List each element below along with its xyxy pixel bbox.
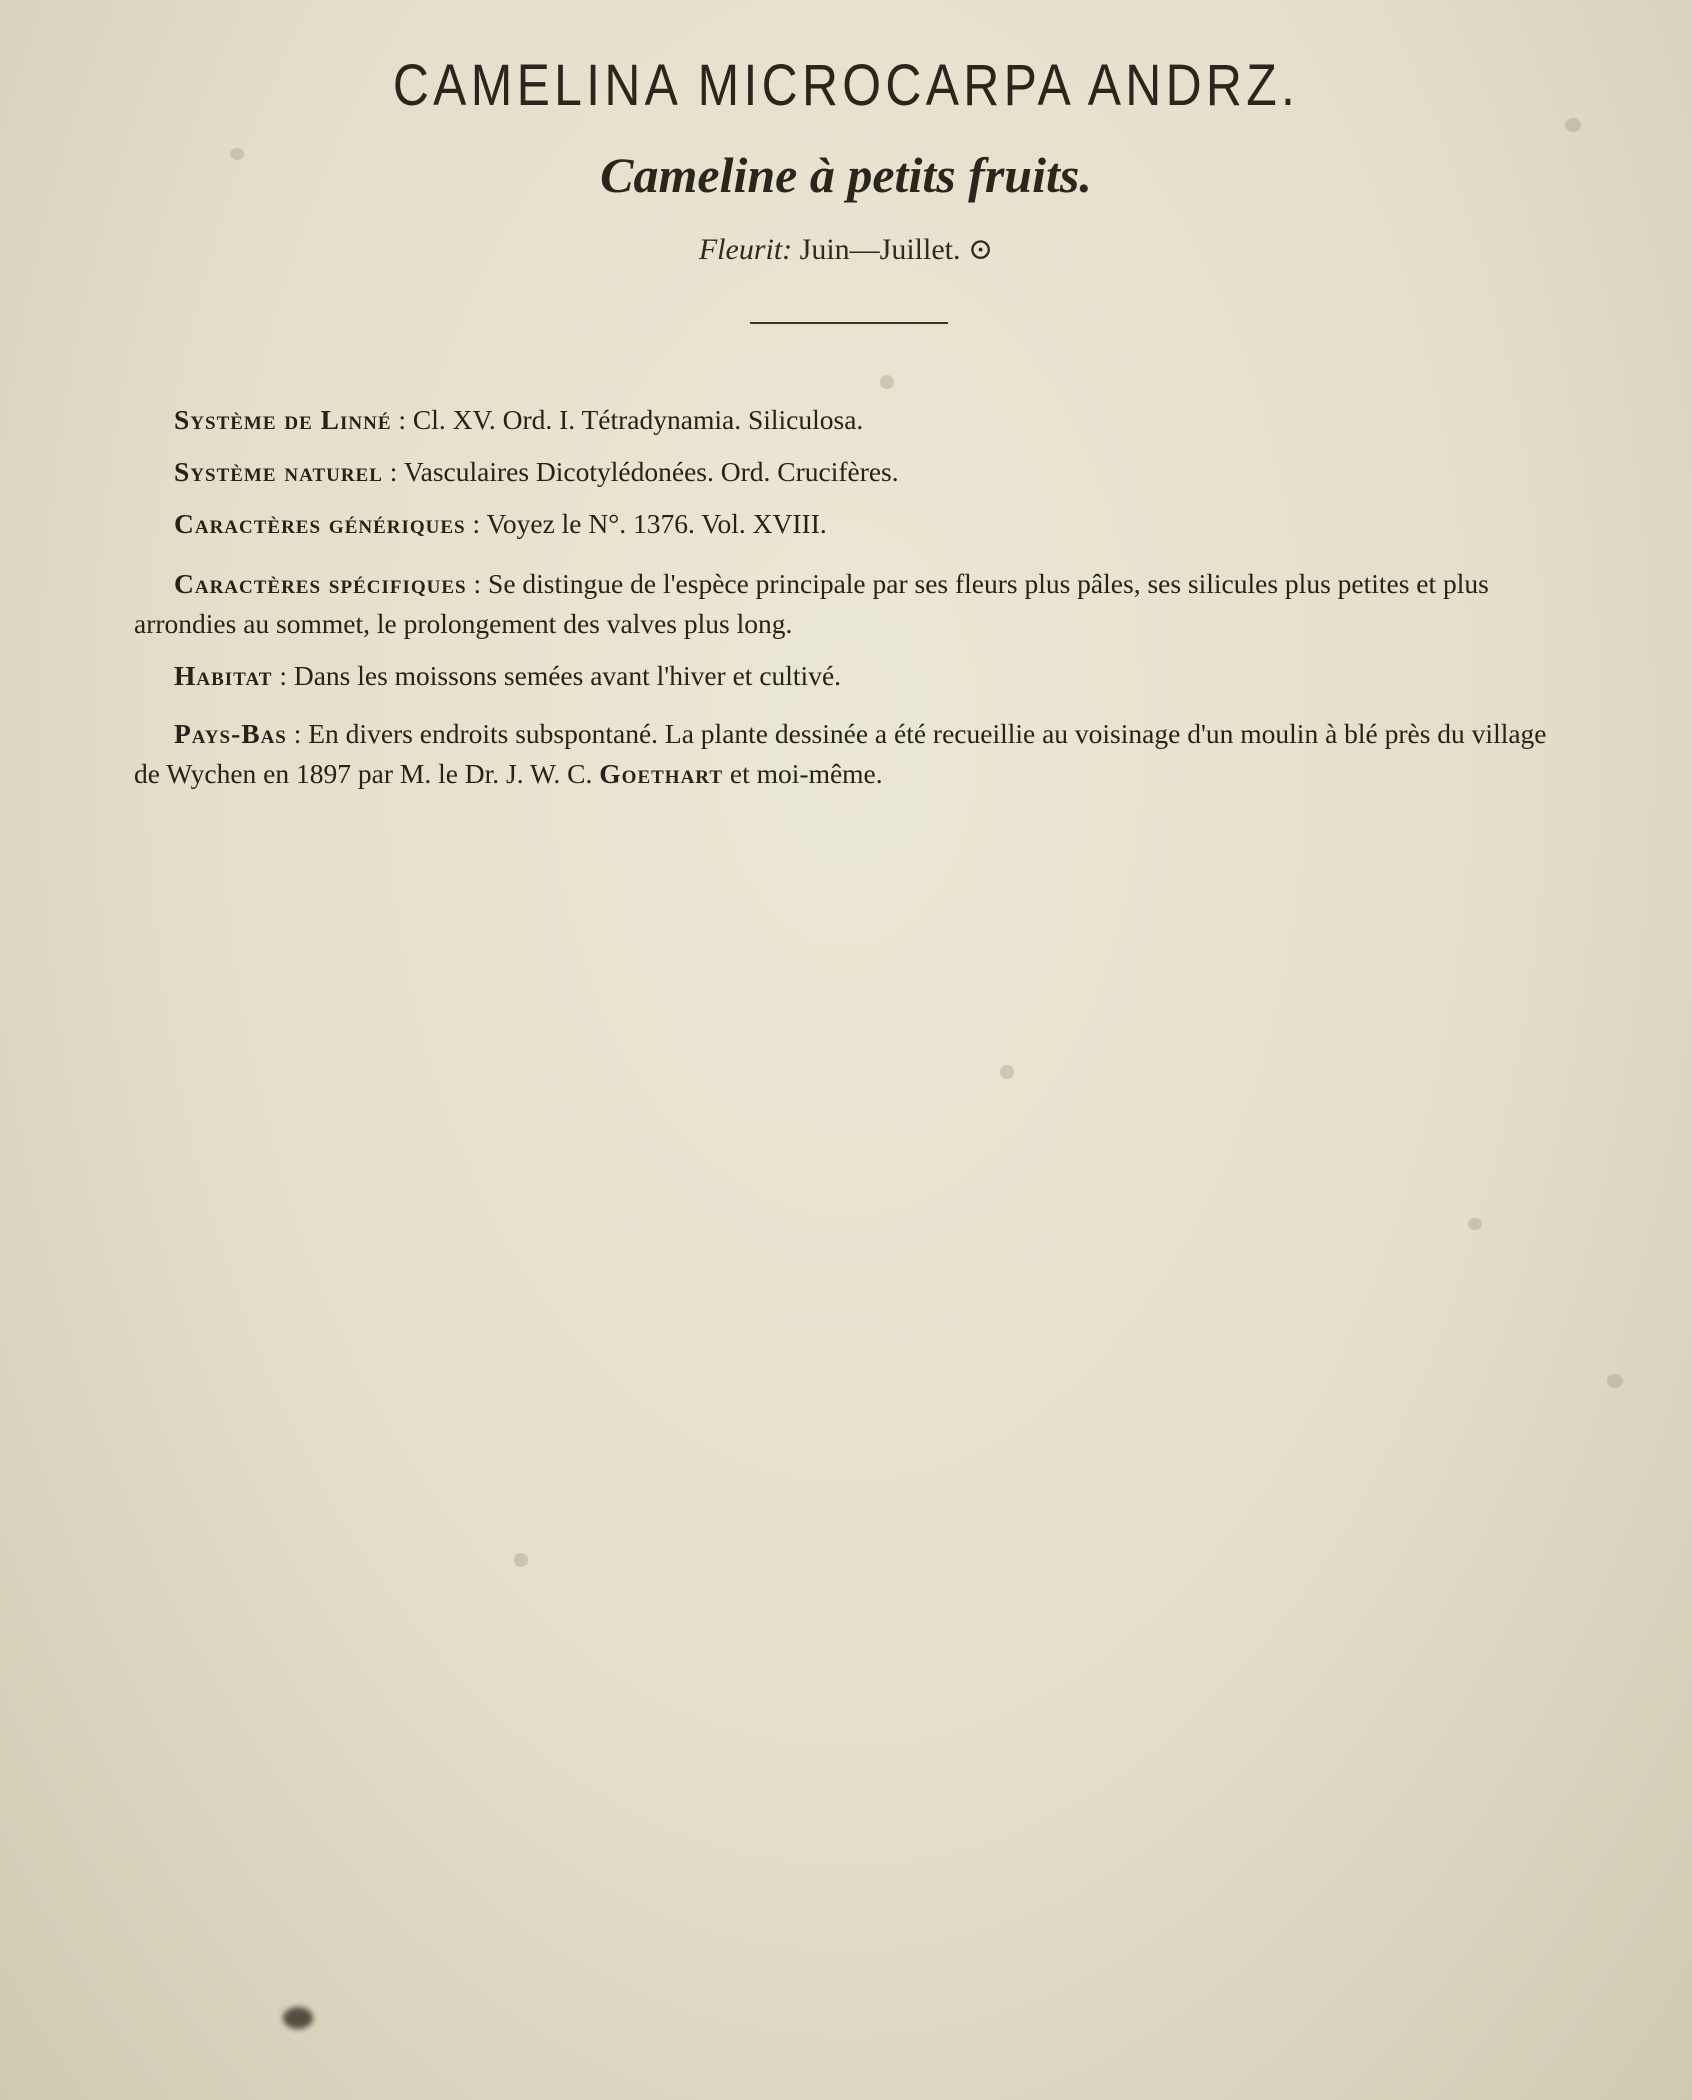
entry-separator: :: [382, 456, 404, 487]
flowering-line: [0, 232, 1692, 267]
entry-separator: :: [272, 660, 294, 691]
entry-text: Se distingue de l'espèce principale par ses fleurs plus pâles, ses silicules plus petites et plus arrondies au sommet, le prolongement des valves plus long.: [134, 568, 1489, 639]
entry-separator: :: [391, 404, 413, 435]
entry-netherlands: [134, 714, 1574, 794]
entry-text: En divers endroits subspontané. La plante dessinée a été recueillie au voisinage d'un moulin à blé près du village de Wychen en 1897 par M. le Dr. J. W. C.: [134, 718, 1547, 789]
entry-specific-characters: [134, 564, 1574, 644]
entry-natural-system: [134, 452, 1574, 492]
page-title: CAMELINA MICROCARPA ANDRZ.: [392, 53, 1300, 118]
entry-separator: :: [466, 568, 489, 599]
collector-name: Goethart: [599, 758, 724, 789]
page-subtitle: Cameline à petits fruits.: [600, 147, 1092, 203]
flowering-label: Fleurit:: [698, 233, 793, 266]
entry-text-end: et moi-même.: [723, 758, 883, 789]
entry-heading: Système naturel: [174, 456, 383, 487]
entry-generic-characters: [134, 504, 1574, 544]
title-divider: [750, 322, 948, 324]
entry-text: Cl. XV. Ord. I. Tétradynamia. Siliculosa.: [412, 404, 864, 435]
entry-linnaean-system: [134, 400, 1574, 440]
entry-heading: Caractères spécifiques: [174, 568, 467, 599]
entry-heading: Habitat: [174, 660, 273, 691]
entry-text: Vasculaires Dicotylédonées. Ord. Crucifères.: [403, 456, 899, 487]
entry-text: Voyez le N°. 1376. Vol. XVIII.: [486, 508, 827, 539]
entry-heading: Caractères génériques: [174, 508, 466, 539]
flowering-value: Juin—Juillet. ⊙: [799, 233, 994, 266]
entry-separator: :: [465, 508, 487, 539]
entry-separator: :: [286, 718, 309, 749]
entry-habitat: [134, 656, 1574, 696]
entry-heading: Système de Linné: [174, 404, 392, 435]
entry-text: Dans les moissons semées avant l'hiver et cultivé.: [293, 660, 842, 691]
entry-heading: Pays-Bas: [174, 718, 287, 749]
